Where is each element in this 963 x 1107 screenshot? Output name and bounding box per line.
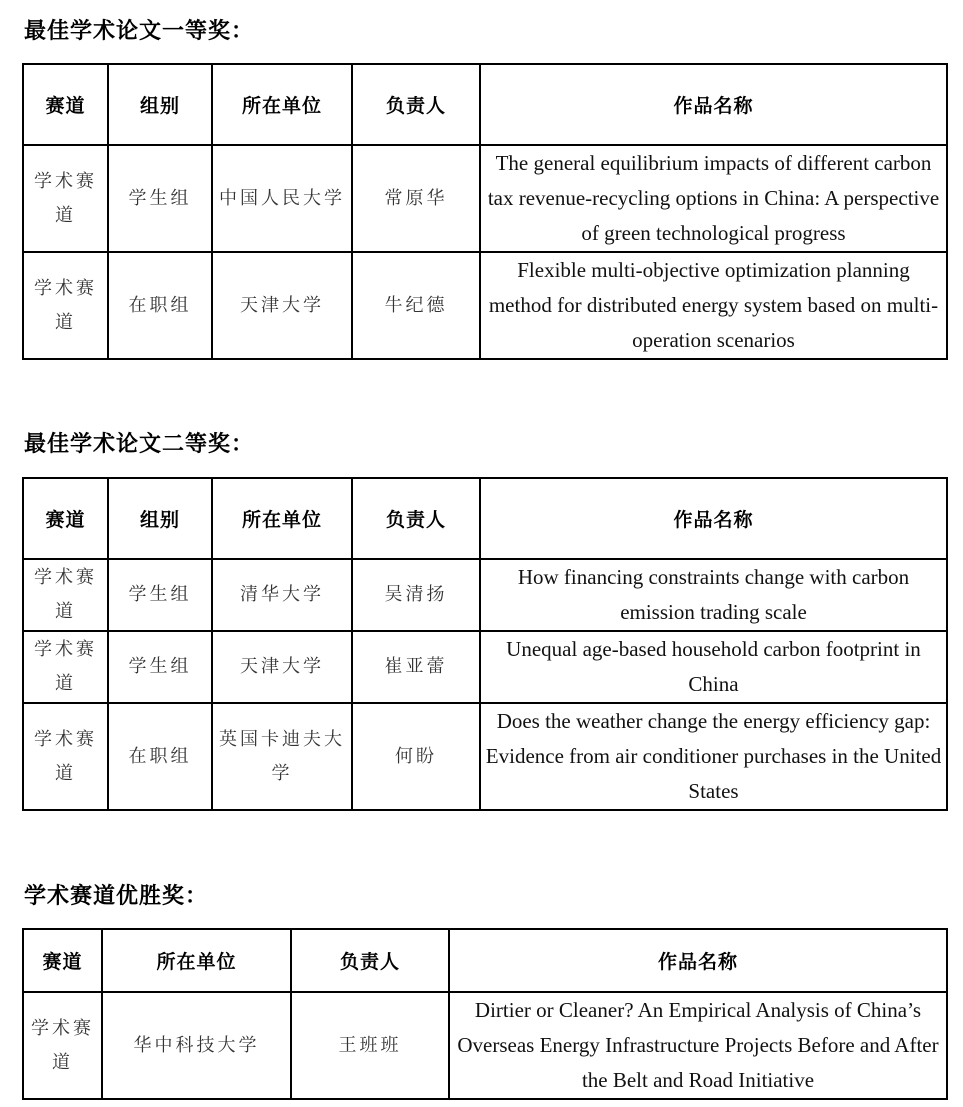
work-title-cell: Dirtier or Cleaner? An Empirical Analysis of China’s Overseas Energy Infrastructure Projects Before and After the Belt and Road Initiative: [449, 992, 947, 1099]
second-prize-table: [22, 477, 948, 811]
section-title-first-prize: 最佳学术论文一等奖：: [24, 19, 255, 44]
column-header: 赛道: [23, 929, 102, 992]
work-title-cell: Unequal age-based household carbon footprint in China: [480, 631, 947, 703]
column-header: 所在单位: [212, 64, 352, 145]
table-cell: 学生组: [108, 631, 212, 703]
section-title-second-prize: 最佳学术论文二等奖：: [24, 432, 255, 457]
table-cell: 在职组: [108, 703, 212, 810]
table-cell: 牛纪德: [352, 252, 480, 359]
work-title-cell: Flexible multi-objective optimization planning method for distributed energy system based on multi-operation scenarios: [480, 252, 947, 359]
table-cell: 中国人民大学: [212, 145, 352, 252]
column-header: 作品名称: [480, 64, 947, 145]
table-cell: 天津大学: [212, 252, 352, 359]
column-header: 组别: [108, 478, 212, 559]
column-header: 所在单位: [102, 929, 291, 992]
table-cell: 崔亚蕾: [352, 631, 480, 703]
first-prize-table: [22, 63, 948, 360]
table-cell: 华中科技大学: [102, 992, 291, 1099]
table-row: [23, 145, 947, 252]
table-cell: 清华大学: [212, 559, 352, 631]
column-header: 作品名称: [480, 478, 947, 559]
table-cell: 常原华: [352, 145, 480, 252]
column-header: 负责人: [352, 478, 480, 559]
table-cell: 学术赛道: [23, 992, 102, 1099]
table-cell: 学术赛道: [23, 703, 108, 810]
column-header: 作品名称: [449, 929, 947, 992]
column-header: 负责人: [352, 64, 480, 145]
table-cell: 吴清扬: [352, 559, 480, 631]
column-header: 赛道: [23, 64, 108, 145]
column-header: 组别: [108, 64, 212, 145]
work-title-cell: The general equilibrium impacts of different carbon tax revenue-recycling options in China: A perspective of green technological progress: [480, 145, 947, 252]
table-header-row: [23, 64, 947, 145]
table-cell: 何盼: [352, 703, 480, 810]
column-header: 所在单位: [212, 478, 352, 559]
table-cell: 天津大学: [212, 631, 352, 703]
table-header-row: [23, 478, 947, 559]
section-title-excellence-award: 学术赛道优胜奖：: [24, 884, 209, 909]
column-header: 赛道: [23, 478, 108, 559]
table-row: [23, 992, 947, 1099]
table-row: [23, 559, 947, 631]
work-title-cell: Does the weather change the energy efficiency gap: Evidence from air conditioner purchases in the United States: [480, 703, 947, 810]
table-row: [23, 252, 947, 359]
column-header: 负责人: [291, 929, 449, 992]
work-title-cell: How financing constraints change with carbon emission trading scale: [480, 559, 947, 631]
table-row: [23, 631, 947, 703]
table-cell: 英国卡迪夫大学: [212, 703, 352, 810]
table-cell: 学术赛道: [23, 559, 108, 631]
table-cell: 在职组: [108, 252, 212, 359]
table-cell: 学术赛道: [23, 252, 108, 359]
excellence-award-table: [22, 928, 948, 1100]
table-cell: 王班班: [291, 992, 449, 1099]
table-cell: 学术赛道: [23, 145, 108, 252]
table-cell: 学生组: [108, 559, 212, 631]
table-cell: 学术赛道: [23, 631, 108, 703]
table-row: [23, 703, 947, 810]
table-cell: 学生组: [108, 145, 212, 252]
table-header-row: [23, 929, 947, 992]
